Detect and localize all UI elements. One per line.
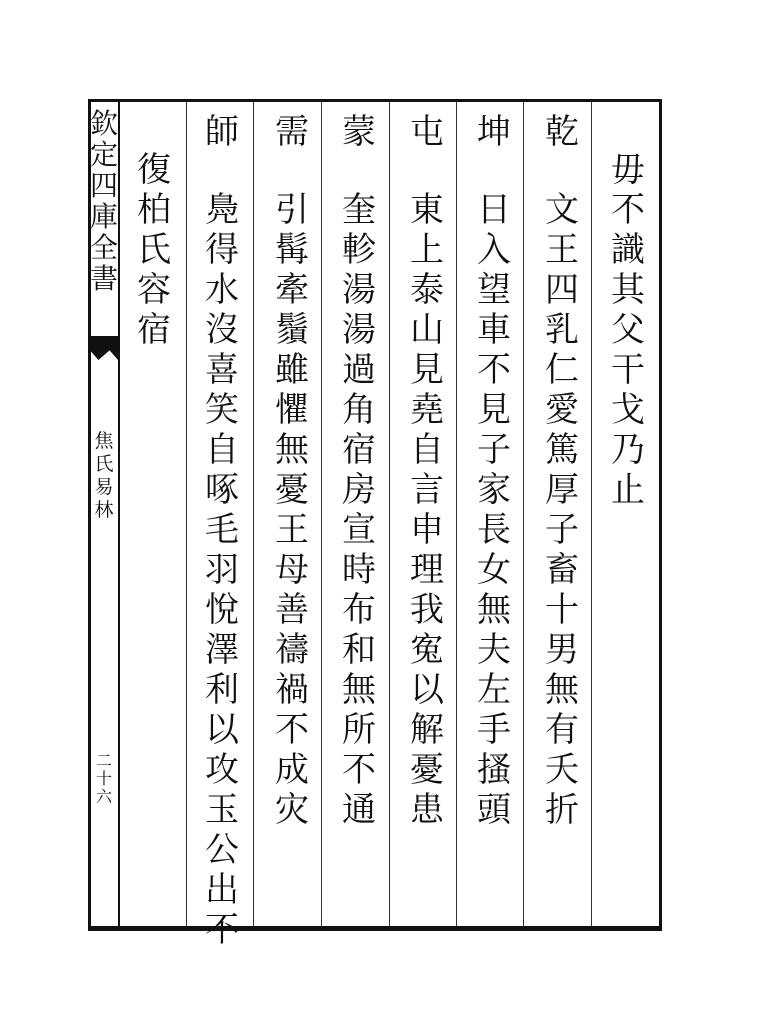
character: 無 (275, 430, 309, 470)
character: 乾 (545, 112, 579, 152)
bottom-border (88, 926, 662, 931)
character: 全 (89, 231, 118, 264)
text-column-7 (200, 190, 244, 950)
character: 識 (611, 230, 645, 270)
character: 有 (545, 710, 579, 750)
character: 禱 (275, 630, 309, 670)
character: 不 (611, 190, 645, 230)
character: 鬚 (275, 310, 309, 350)
character: 需 (275, 112, 309, 152)
character: 啄 (205, 470, 239, 510)
character: 子 (477, 430, 511, 470)
column-divider (253, 102, 254, 926)
character: 搔 (477, 750, 511, 790)
character: 患 (410, 790, 444, 830)
character: 悅 (205, 590, 239, 630)
character: 水 (205, 270, 239, 310)
character: 氏 (94, 453, 114, 475)
character: 毋 (611, 150, 645, 190)
character: 長 (477, 510, 511, 550)
text-column-1 (606, 150, 650, 510)
character: 東 (410, 190, 444, 230)
character: 四 (89, 169, 118, 202)
character: 利 (205, 670, 239, 710)
character: 湯 (342, 270, 376, 310)
character: 自 (410, 430, 444, 470)
character: 房 (342, 470, 376, 510)
spine-page-number (90, 752, 118, 806)
character: 屯 (410, 112, 444, 152)
character: 憂 (275, 470, 309, 510)
character: 見 (410, 350, 444, 390)
character: 左 (477, 670, 511, 710)
column-divider (523, 102, 524, 926)
character: 家 (477, 470, 511, 510)
top-border (88, 99, 662, 102)
character: 不 (275, 710, 309, 750)
character: 時 (342, 550, 376, 590)
character: 成 (275, 750, 309, 790)
character: 通 (342, 790, 376, 830)
character: 言 (410, 470, 444, 510)
character: 和 (342, 630, 376, 670)
character: 泰 (410, 270, 444, 310)
character: 容 (137, 270, 171, 310)
character: 日 (477, 190, 511, 230)
character: 乳 (545, 310, 579, 350)
text-column-3 (472, 190, 516, 830)
character: 引 (275, 190, 309, 230)
text-column-5 (337, 190, 381, 830)
character: 十 (545, 590, 579, 630)
character: 車 (477, 310, 511, 350)
character: 奎 (342, 190, 376, 230)
character: 毛 (205, 510, 239, 550)
character: 以 (410, 670, 444, 710)
character: 見 (477, 390, 511, 430)
hexagram-title-qian (540, 112, 584, 152)
character: 父 (611, 310, 645, 350)
character: 憂 (410, 750, 444, 790)
text-column-2 (540, 190, 584, 830)
character: 二 (95, 751, 112, 770)
character: 坤 (477, 112, 511, 152)
character: 寃 (410, 630, 444, 670)
character: 男 (545, 630, 579, 670)
character: 湯 (342, 310, 376, 350)
character: 得 (205, 230, 239, 270)
character: 不 (477, 350, 511, 390)
character: 庫 (89, 200, 118, 233)
character: 布 (342, 590, 376, 630)
text-column-4 (405, 190, 449, 830)
character: 四 (545, 270, 579, 310)
hexagram-title-xu (270, 112, 314, 152)
fish-tail-mark (90, 336, 118, 360)
character: 宿 (342, 430, 376, 470)
character: 折 (545, 790, 579, 830)
character: 欽 (89, 107, 118, 140)
column-divider (591, 102, 592, 926)
column-divider (456, 102, 457, 926)
character: 易 (94, 476, 114, 498)
character: 宣 (342, 510, 376, 550)
spine-book-title (90, 430, 118, 522)
character: 篤 (545, 430, 579, 470)
character: 申 (410, 510, 444, 550)
character: 不 (205, 910, 239, 950)
hexagram-title-meng (337, 112, 381, 152)
character: 厚 (545, 470, 579, 510)
character: 自 (205, 430, 239, 470)
character: 畜 (545, 550, 579, 590)
character: 軫 (342, 230, 376, 270)
character: 笑 (205, 390, 239, 430)
character: 林 (94, 499, 114, 521)
character: 羽 (205, 550, 239, 590)
character: 戈 (611, 390, 645, 430)
character: 禍 (275, 670, 309, 710)
hexagram-title-zhun (405, 112, 449, 152)
character: 髯 (275, 230, 309, 270)
character: 頭 (477, 790, 511, 830)
character: 雖 (275, 350, 309, 390)
right-border (659, 99, 662, 931)
text-column-8 (132, 150, 176, 350)
character: 理 (410, 550, 444, 590)
character: 灾 (275, 790, 309, 830)
character: 無 (545, 670, 579, 710)
hexagram-title-kun (472, 112, 516, 152)
character: 女 (477, 550, 511, 590)
character: 入 (477, 230, 511, 270)
character: 澤 (205, 630, 239, 670)
text-column-6 (270, 190, 314, 830)
character: 師 (205, 112, 239, 152)
character: 定 (89, 138, 118, 171)
column-divider (389, 102, 390, 926)
character: 我 (410, 590, 444, 630)
character: 夭 (545, 750, 579, 790)
character: 過 (342, 350, 376, 390)
hexagram-title-shi (200, 112, 244, 152)
character: 山 (410, 310, 444, 350)
character: 喜 (205, 350, 239, 390)
character: 柏 (137, 190, 171, 230)
character: 解 (410, 710, 444, 750)
character: 堯 (410, 390, 444, 430)
column-divider (321, 102, 322, 926)
character: 仁 (545, 350, 579, 390)
character: 王 (545, 230, 579, 270)
character: 夫 (477, 630, 511, 670)
character: 書 (89, 262, 118, 295)
character: 愛 (545, 390, 579, 430)
character: 出 (205, 870, 239, 910)
character: 王 (275, 510, 309, 550)
character: 焦 (94, 430, 114, 452)
character: 攻 (205, 750, 239, 790)
character: 乃 (611, 430, 645, 470)
character: 干 (611, 350, 645, 390)
character: 公 (205, 830, 239, 870)
character: 手 (477, 710, 511, 750)
character: 氏 (137, 230, 171, 270)
character: 復 (137, 150, 171, 190)
character: 上 (410, 230, 444, 270)
character: 無 (342, 670, 376, 710)
character: 其 (611, 270, 645, 310)
character: 鳧 (205, 190, 239, 230)
character: 母 (275, 550, 309, 590)
character: 角 (342, 390, 376, 430)
character: 宿 (137, 310, 171, 350)
character: 十 (95, 769, 112, 788)
character: 文 (545, 190, 579, 230)
character: 牽 (275, 270, 309, 310)
character: 子 (545, 510, 579, 550)
character: 望 (477, 270, 511, 310)
character: 以 (205, 710, 239, 750)
character: 善 (275, 590, 309, 630)
character: 懼 (275, 390, 309, 430)
spine-collection-title (88, 108, 120, 294)
character: 玉 (205, 790, 239, 830)
character: 止 (611, 470, 645, 510)
character: 所 (342, 710, 376, 750)
character: 無 (477, 590, 511, 630)
character: 不 (342, 750, 376, 790)
character: 六 (95, 787, 112, 806)
column-divider (186, 102, 187, 926)
character: 沒 (205, 310, 239, 350)
character: 蒙 (342, 112, 376, 152)
